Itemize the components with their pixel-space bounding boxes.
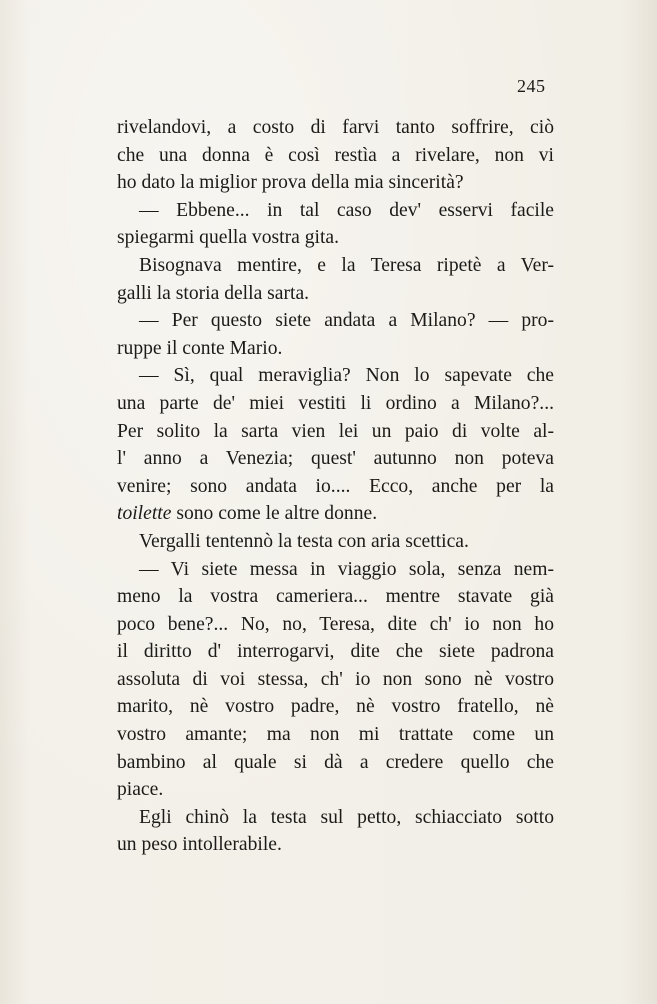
text-line: — Ebbene... in tal caso dev' esservi facile: [139, 199, 554, 221]
text-line: — Per questo siete andata a Milano? — pro-: [139, 310, 554, 332]
text-line: spiegarmi quella vostra gita.: [117, 227, 339, 249]
text-line: poco bene?... No, no, Teresa, dite ch' io non ho: [117, 613, 554, 635]
text-line: vostro amante; ma non mi trattate come un: [117, 724, 554, 746]
text-line: una parte de' miei vestiti li ordino a Milano?...: [117, 392, 554, 414]
text-line: assoluta di voi stessa, ch' io non sono nè vostro: [117, 668, 554, 690]
text-line: ruppe il conte Mario.: [117, 337, 283, 359]
text-line: — Vi siete messa in viaggio sola, senza nem-: [139, 558, 554, 580]
text-line: marito, nè vostro padre, nè vostro fratello, nè: [117, 696, 554, 718]
italic-word: toilette: [117, 503, 172, 525]
text-line: il diritto d' interrogarvi, dite che siete padrona: [117, 641, 554, 663]
text-line: — Sì, qual meraviglia? Non lo sapevate che: [139, 365, 554, 387]
body-text: [117, 114, 554, 859]
text-line: bambino al quale si dà a credere quello che: [117, 751, 554, 773]
text-line: l' anno a Venezia; quest' autunno non poteva: [117, 448, 554, 470]
line-rest: sono come le altre donne.: [171, 503, 378, 525]
text-line: che una donna è così restìa a rivelare, non vi: [117, 144, 554, 166]
text-line: venire; sono andata io.... Ecco, anche per la: [117, 475, 554, 497]
text-line: meno la vostra cameriera... mentre stavate già: [117, 586, 554, 608]
text-line: [117, 500, 554, 528]
text-line: Bisognava mentire, e la Teresa ripetè a Ver-: [139, 254, 554, 276]
text-line: un peso intollerabile.: [117, 834, 282, 856]
page-number: 245: [517, 76, 546, 96]
text-line: Vergalli tentennò la testa con aria scettica.: [139, 530, 469, 552]
text-line: Per solito la sarta vien lei un paio di volte al-: [117, 420, 554, 442]
text-line: rivelandovi, a costo di farvi tanto soffrire, ciò: [117, 117, 554, 138]
text-line: ho dato la miglior prova della mia sincerità?: [117, 172, 464, 194]
text-line: piace.: [117, 779, 164, 801]
text-line: galli la storia della sarta.: [117, 282, 310, 304]
text-line: Egli chinò la testa sul petto, schiacciato sotto: [139, 806, 554, 828]
